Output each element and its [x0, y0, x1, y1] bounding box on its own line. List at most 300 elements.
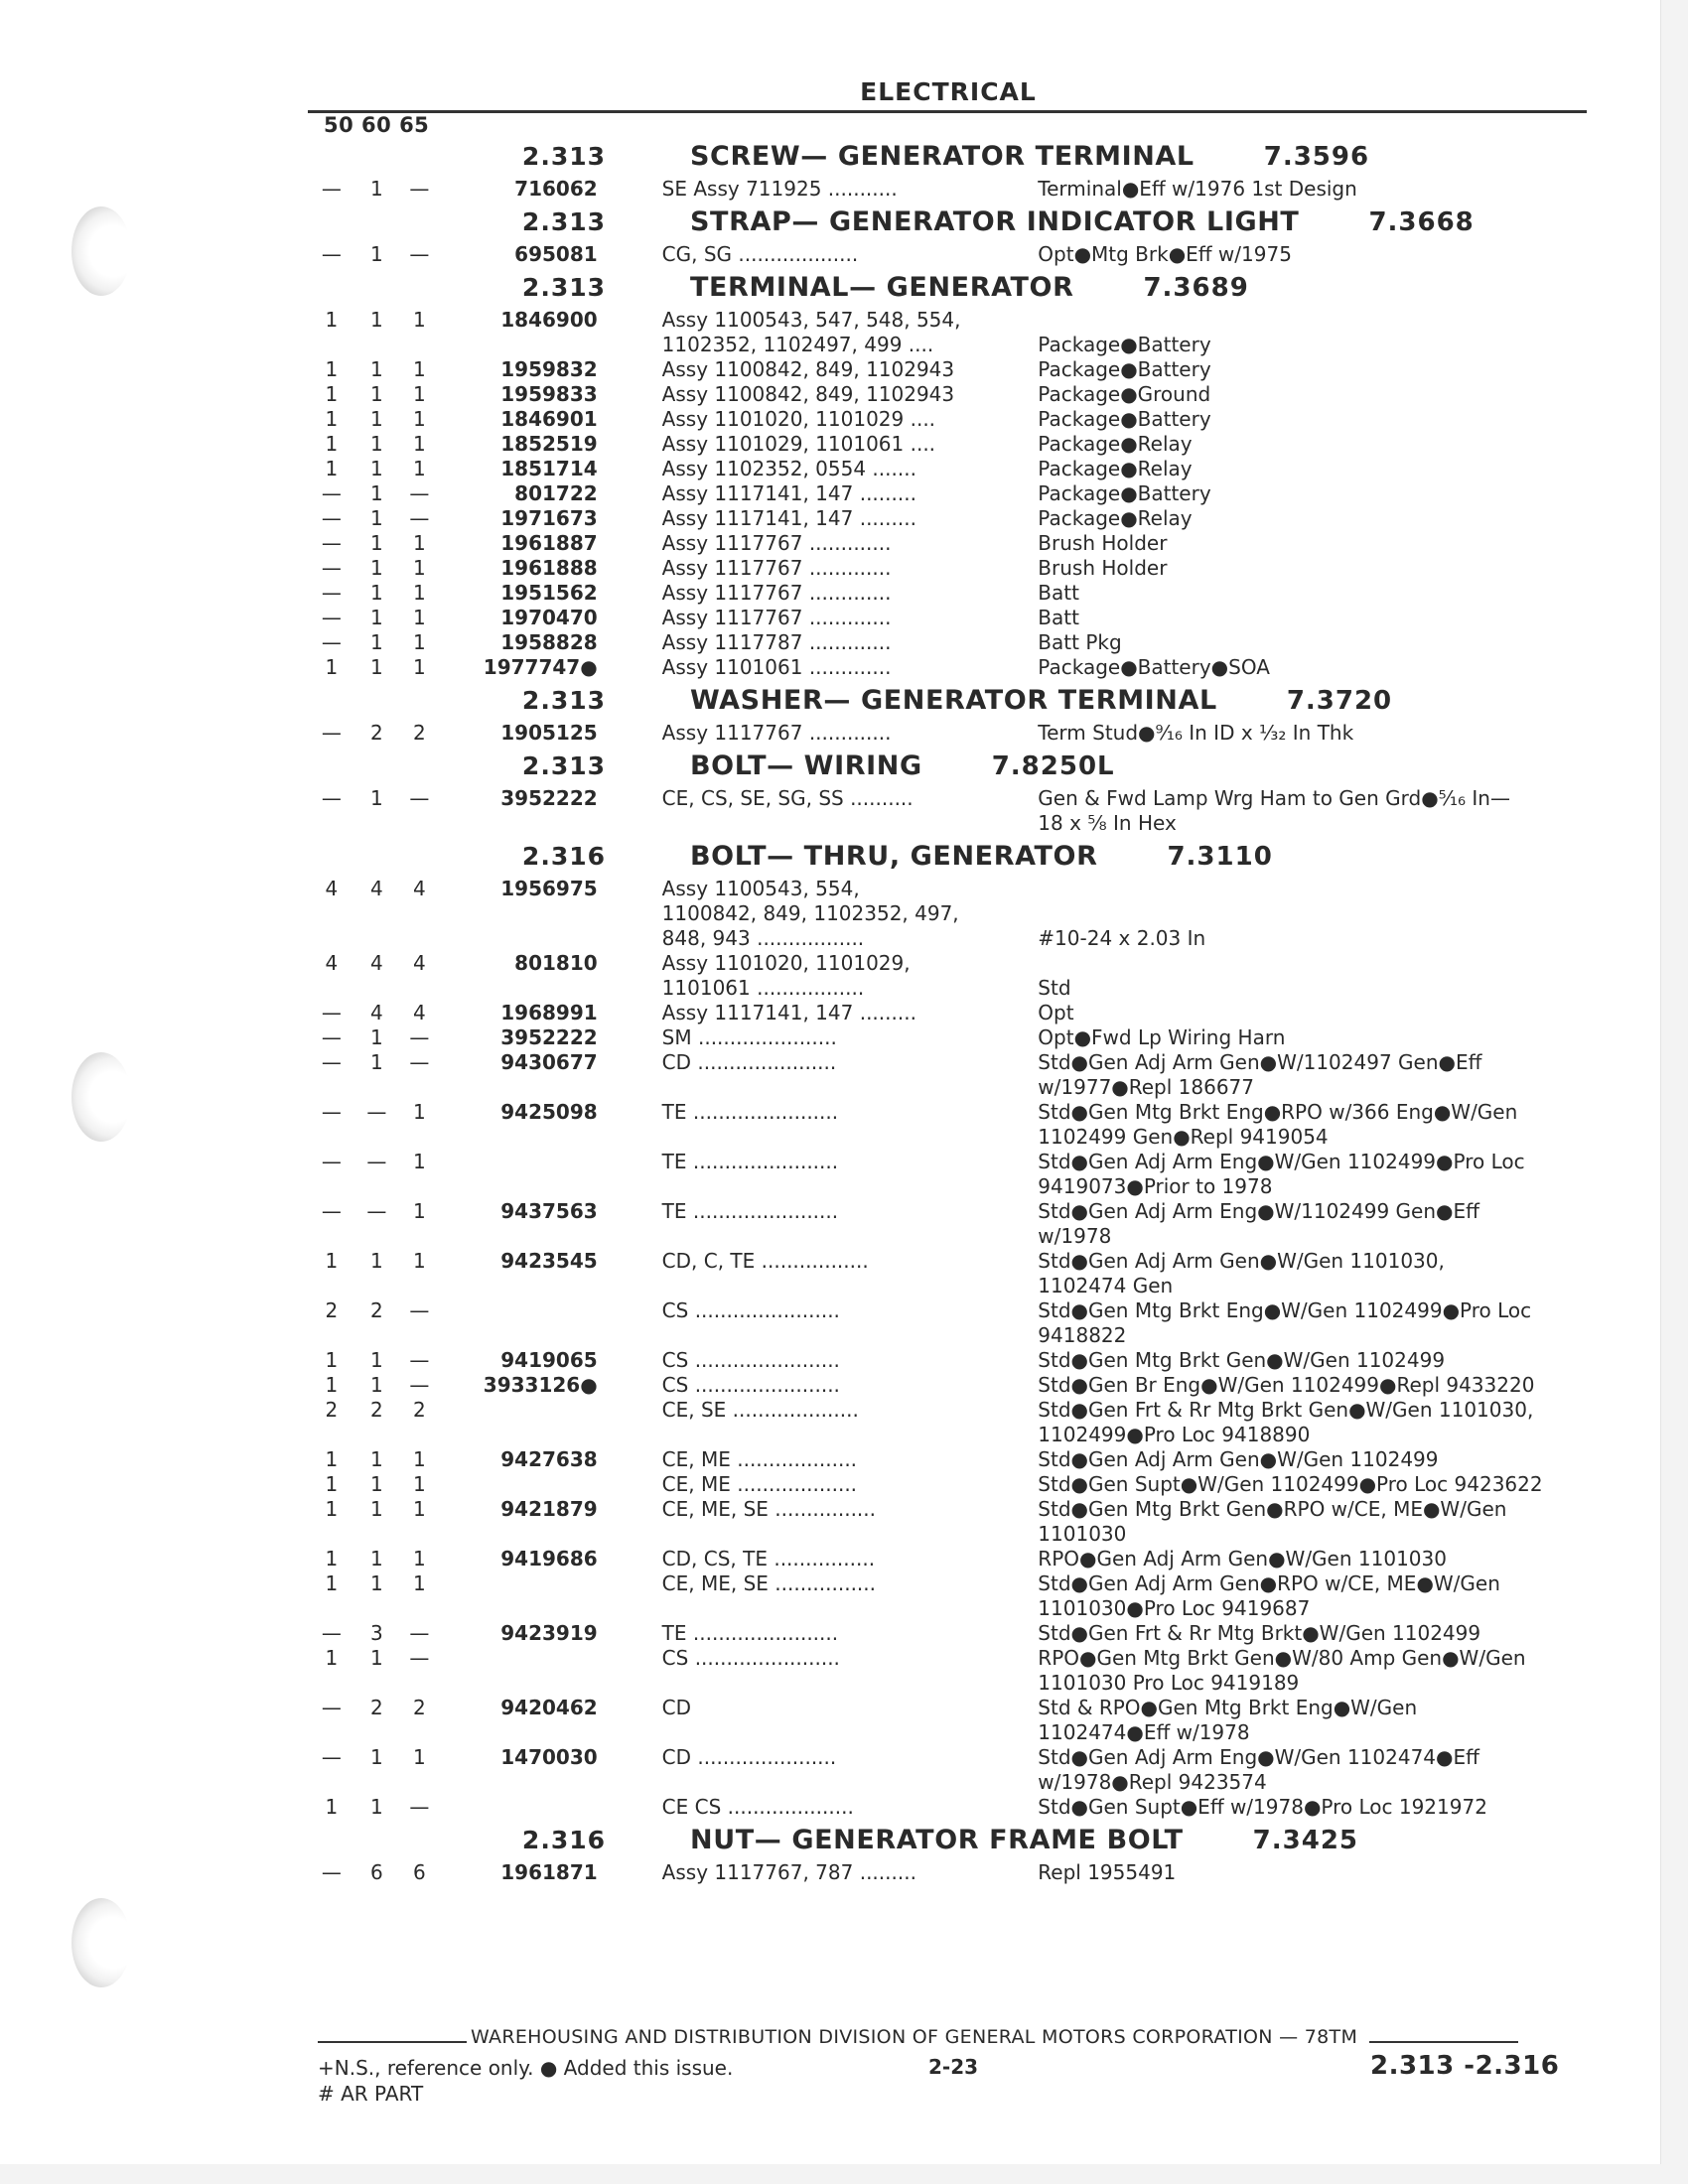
- qty-50: —: [321, 177, 342, 201]
- qty-60: 1: [369, 531, 383, 555]
- part-row: [308, 1547, 1589, 1571]
- qty-60: 1: [369, 481, 383, 505]
- application: [662, 1497, 1019, 1522]
- qty-50: —: [321, 531, 342, 555]
- part-number: 1959832: [500, 357, 598, 381]
- part-row: [308, 1373, 1589, 1398]
- description-line: 1101030 Pro Loc 9419189: [1038, 1671, 1300, 1695]
- qty-60: 1: [369, 630, 383, 654]
- part-row: [308, 1447, 1589, 1472]
- qty-65: 1: [412, 1547, 426, 1570]
- application-line: 1100842, 849, 1102352, 497,: [661, 901, 959, 925]
- part-number: 801722: [514, 481, 598, 505]
- qty-50: —: [321, 1199, 342, 1223]
- description-line: RPO●Gen Adj Arm Gen●W/Gen 1101030: [1038, 1547, 1447, 1570]
- description: [1038, 1646, 1589, 1696]
- description-line: Opt●Fwd Lp Wiring Harn: [1038, 1025, 1286, 1049]
- footer-rule: [1369, 2039, 1518, 2043]
- qty-50: —: [321, 1696, 342, 1719]
- description-line: 9418822: [1038, 1323, 1127, 1347]
- part-number: 3933126●: [483, 1373, 598, 1397]
- qty-50: 1: [325, 1795, 339, 1819]
- part-row: [308, 786, 1589, 836]
- part-row: [308, 556, 1589, 581]
- description: [1038, 308, 1589, 357]
- application-line: Assy 1117767 .............: [661, 581, 892, 605]
- part-row: [308, 951, 1589, 1001]
- qty-60: 1: [369, 1050, 383, 1074]
- application-line: Assy 1117767 .............: [661, 606, 892, 629]
- application-line: CD: [661, 1696, 692, 1719]
- description: [1038, 1472, 1589, 1497]
- description-line: Std●Gen Mtg Brkt Gen●W/Gen 1102499: [1038, 1348, 1446, 1372]
- part-number: 9437563: [500, 1199, 598, 1223]
- page-number: 2-23: [928, 2055, 979, 2079]
- section-group-number: 7.3425: [1252, 1826, 1359, 1855]
- application-line: Assy 1117141, 147 .........: [661, 1001, 916, 1024]
- qty-65: —: [409, 481, 430, 505]
- qty-65: —: [409, 177, 430, 201]
- part-row: [308, 177, 1589, 202]
- part-row: [308, 1860, 1589, 1885]
- description-line: Batt: [1038, 606, 1079, 629]
- qty-65: 1: [412, 1472, 426, 1496]
- part-row: [308, 506, 1589, 531]
- description-line: Package●Ground: [1038, 382, 1211, 406]
- qty-50: 1: [325, 1249, 339, 1273]
- description-line: Repl 1955491: [1038, 1860, 1177, 1884]
- description-line: Std●Gen Adj Arm Gen●W/Gen 1102499: [1038, 1447, 1439, 1471]
- section-ref: 2.313: [521, 142, 606, 171]
- application-line: Assy 1102352, 0554 .......: [661, 457, 916, 480]
- application-line: Assy 1117787 .............: [661, 630, 892, 654]
- part-number: 1977747●: [483, 655, 598, 679]
- part-row: [308, 457, 1589, 481]
- description-line: Package●Relay: [1038, 432, 1193, 456]
- description-line: Gen & Fwd Lamp Wrg Ham to Gen Grd●⁵⁄₁₆ In—: [1038, 786, 1510, 810]
- footer-rule: [318, 2039, 467, 2043]
- part-number: 9427638: [500, 1447, 598, 1471]
- qty-60: 4: [369, 877, 383, 900]
- description: [1038, 242, 1589, 267]
- section-group-number: 7.8250L: [991, 751, 1115, 781]
- description-line: Package●Battery: [1038, 407, 1211, 431]
- qty-50: —: [321, 606, 342, 629]
- qty-50: —: [321, 556, 342, 580]
- application: [662, 481, 1019, 506]
- part-row: [308, 1621, 1589, 1646]
- qty-50: 1: [325, 1373, 339, 1397]
- qty-60: 1: [369, 242, 383, 266]
- section-header: [308, 272, 1589, 308]
- header-rule: [308, 110, 1587, 113]
- qty-65: 1: [412, 407, 426, 431]
- description-line: Opt●Mtg Brk●Eff w/1975: [1038, 242, 1292, 266]
- description-line: Package●Battery: [1038, 481, 1211, 505]
- section-ref: 2.313: [521, 751, 606, 780]
- application: [662, 1472, 1019, 1497]
- application: [662, 721, 1019, 746]
- description: [1038, 481, 1589, 506]
- description-line: Std●Gen Adj Arm Gen●W/Gen 1101030,: [1038, 1249, 1445, 1273]
- description: [1038, 1150, 1589, 1199]
- part-number: 9423919: [500, 1621, 598, 1645]
- qty-60: 2: [369, 1696, 383, 1719]
- application: [662, 1447, 1019, 1472]
- qty-50: 1: [325, 1472, 339, 1496]
- qty-65: 6: [412, 1860, 426, 1884]
- application-line: CE, CS, SE, SG, SS ..........: [661, 786, 914, 810]
- description-line: Std●Gen Supt●Eff w/1978●Pro Loc 1921972: [1038, 1795, 1487, 1819]
- part-number: 1846900: [500, 308, 598, 332]
- part-number: 1951562: [500, 581, 598, 605]
- part-number: 3952222: [500, 786, 598, 810]
- part-number: 1470030: [500, 1745, 598, 1769]
- application-line: CD, CS, TE ................: [661, 1547, 876, 1570]
- qty-60: 1: [369, 432, 383, 456]
- part-row: [308, 1150, 1589, 1199]
- section-title: NUT— GENERATOR FRAME BOLT: [690, 1825, 1184, 1855]
- application: [662, 951, 1019, 1001]
- description-line: [1038, 308, 1589, 333]
- qty-60: 1: [369, 308, 383, 332]
- qty-60: 3: [369, 1621, 383, 1645]
- description: [1038, 1050, 1589, 1100]
- application-line: Assy 1117767 .............: [661, 531, 892, 555]
- description: [1038, 1348, 1589, 1373]
- description-line: Std●Gen Mtg Brkt Eng●RPO w/366 Eng●W/Gen: [1038, 1100, 1518, 1124]
- application: [662, 177, 1019, 202]
- description: [1038, 1249, 1589, 1298]
- part-number: 9420462: [500, 1696, 598, 1719]
- application: [662, 432, 1019, 457]
- application: [662, 606, 1019, 630]
- part-number: 716062: [514, 177, 598, 201]
- qty-50: 1: [325, 655, 339, 679]
- qty-65: 4: [412, 951, 426, 975]
- description: [1038, 1795, 1589, 1820]
- application: [662, 556, 1019, 581]
- description: [1038, 457, 1589, 481]
- qty-60: 1: [369, 1472, 383, 1496]
- description: [1038, 630, 1589, 655]
- qty-60: 1: [369, 1497, 383, 1521]
- qty-50: —: [321, 481, 342, 505]
- qty-50: —: [321, 1860, 342, 1884]
- qty-60: 1: [369, 177, 383, 201]
- part-number: 9421879: [500, 1497, 598, 1521]
- qty-60: 1: [369, 1373, 383, 1397]
- qty-65: 1: [412, 1150, 426, 1173]
- description-line: Package●Relay: [1038, 506, 1193, 530]
- application: [662, 1621, 1019, 1646]
- description: [1038, 556, 1589, 581]
- qty-50: —: [321, 630, 342, 654]
- description-line: Opt: [1038, 1001, 1074, 1024]
- qty-50: 1: [325, 308, 339, 332]
- qty-65: 1: [412, 630, 426, 654]
- description-line: Package●Battery●SOA: [1038, 655, 1270, 679]
- description: [1038, 1100, 1589, 1150]
- qty-65: 1: [412, 1100, 426, 1124]
- part-row: [308, 877, 1589, 951]
- application-line: TE .......................: [661, 1150, 839, 1173]
- qty-60: 2: [369, 1398, 383, 1422]
- qty-65: —: [409, 506, 430, 530]
- section-group-number: 7.3596: [1263, 142, 1370, 172]
- application: [662, 581, 1019, 606]
- part-number: 1846901: [500, 407, 598, 431]
- qty-65: 1: [412, 1199, 426, 1223]
- application: [662, 1001, 1019, 1025]
- part-row: [308, 1199, 1589, 1249]
- description-line: [1038, 877, 1589, 901]
- qty-50: 1: [325, 1646, 339, 1670]
- qty-50: 1: [325, 382, 339, 406]
- description: [1038, 877, 1589, 951]
- qty-60: 1: [369, 1571, 383, 1595]
- application-line: Assy 1100543, 547, 548, 554,: [661, 308, 961, 332]
- part-number: 1961887: [500, 531, 598, 555]
- qty-65: 1: [412, 581, 426, 605]
- application: [662, 242, 1019, 267]
- application-line: CE, ME, SE ................: [661, 1497, 877, 1521]
- application-line: CS .......................: [661, 1646, 840, 1670]
- qty-50: 1: [325, 407, 339, 431]
- description: [1038, 531, 1589, 556]
- qty-60: 1: [369, 1348, 383, 1372]
- application-line: Assy 1101029, 1101061 ....: [661, 432, 936, 456]
- description: [1038, 1373, 1589, 1398]
- application-line: Assy 1117767 .............: [661, 556, 892, 580]
- qty-65: 1: [412, 432, 426, 456]
- application-line: CD ......................: [661, 1745, 837, 1769]
- qty-65: 1: [412, 1571, 426, 1595]
- qty-60: 1: [369, 581, 383, 605]
- qty-50: —: [321, 1621, 342, 1645]
- qty-65: 1: [412, 357, 426, 381]
- section-ref: 2.313: [521, 207, 606, 236]
- application: [662, 877, 1019, 951]
- part-row: [308, 1298, 1589, 1348]
- footer-note: +N.S., reference only. ● Added this issue.: [318, 2056, 734, 2080]
- description-line: w/1978: [1038, 1224, 1112, 1248]
- part-number: 695081: [514, 242, 598, 266]
- part-row: [308, 630, 1589, 655]
- description-line: Batt Pkg: [1038, 630, 1122, 654]
- qty-65: —: [409, 1050, 430, 1074]
- part-row: [308, 1100, 1589, 1150]
- part-row: [308, 1646, 1589, 1696]
- description-line: Std●Gen Adj Arm Eng●W/Gen 1102499●Pro Loc: [1038, 1150, 1525, 1173]
- binder-hole: [71, 1052, 131, 1142]
- application-line: TE .......................: [661, 1100, 839, 1124]
- qty-65: 1: [412, 457, 426, 480]
- application-line: TE .......................: [661, 1621, 839, 1645]
- qty-60: 1: [369, 1249, 383, 1273]
- description-line: 1102499●Pro Loc 9418890: [1038, 1423, 1311, 1446]
- description-line: Std●Gen Frt & Rr Mtg Brkt Gen●W/Gen 1101030,: [1038, 1398, 1534, 1422]
- footer-division-line: [318, 2026, 1589, 2048]
- application-line: CS .......................: [661, 1298, 840, 1322]
- qty-50: 1: [325, 1571, 339, 1595]
- description: [1038, 1860, 1589, 1885]
- qty-50: 1: [325, 1497, 339, 1521]
- qty-60: 1: [369, 1745, 383, 1769]
- part-row: [308, 407, 1589, 432]
- qty-65: 1: [412, 382, 426, 406]
- qty-50: —: [321, 1025, 342, 1049]
- part-number: 1956975: [500, 877, 598, 900]
- application: [662, 308, 1019, 357]
- section-header: [308, 841, 1589, 877]
- qty-60: 1: [369, 1646, 383, 1670]
- application: [662, 1696, 1019, 1720]
- qty-50: 1: [325, 457, 339, 480]
- description: [1038, 1571, 1589, 1621]
- qty-50: 1: [325, 1447, 339, 1471]
- qty-50: —: [321, 242, 342, 266]
- part-row: [308, 655, 1589, 680]
- qty-65: —: [409, 1373, 430, 1397]
- qty-65: —: [409, 786, 430, 810]
- qty-65: 2: [412, 1696, 426, 1719]
- application-line: 1101061 .................: [661, 976, 865, 1000]
- description-line: 1102474●Eff w/1978: [1038, 1720, 1250, 1744]
- part-number: 1959833: [500, 382, 598, 406]
- part-row: [308, 242, 1589, 267]
- qty-60: 1: [369, 1447, 383, 1471]
- qty-60: 1: [369, 506, 383, 530]
- application-line: Assy 1101020, 1101029 ....: [661, 407, 936, 431]
- description-line: Terminal●Eff w/1976 1st Design: [1038, 177, 1357, 201]
- application: [662, 1199, 1019, 1224]
- application: [662, 1050, 1019, 1075]
- description-line: 1101030: [1038, 1522, 1127, 1546]
- application-line: CE, ME ...................: [661, 1472, 858, 1496]
- application-line: CE CS ....................: [661, 1795, 854, 1819]
- description: [1038, 506, 1589, 531]
- part-row: [308, 1398, 1589, 1447]
- description-line: Package●Battery: [1038, 357, 1211, 381]
- section-header: [308, 685, 1589, 721]
- qty-60: 1: [369, 382, 383, 406]
- description-line: 1101030●Pro Loc 9419687: [1038, 1596, 1311, 1620]
- section-title: TERMINAL— GENERATOR: [690, 272, 1074, 303]
- part-row: [308, 308, 1589, 357]
- footer-division: WAREHOUSING AND DISTRIBUTION DIVISION OF GENERAL MOTORS CORPORATION — 78TM: [471, 2026, 1358, 2048]
- part-row: [308, 1025, 1589, 1050]
- description-line: Std●Gen Adj Arm Gen●W/1102497 Gen●Eff: [1038, 1050, 1482, 1074]
- qty-65: —: [409, 242, 430, 266]
- part-row: [308, 1001, 1589, 1025]
- section-ref: 2.316: [521, 842, 606, 871]
- part-number: 801810: [514, 951, 598, 975]
- description: [1038, 432, 1589, 457]
- qty-60: 2: [369, 1298, 383, 1322]
- application: [662, 382, 1019, 407]
- application-line: Assy 1101020, 1101029,: [661, 951, 911, 975]
- application: [662, 407, 1019, 432]
- part-row: [308, 481, 1589, 506]
- part-number: 9423545: [500, 1249, 598, 1273]
- part-row: [308, 432, 1589, 457]
- part-row: [308, 721, 1589, 746]
- application: [662, 1348, 1019, 1373]
- description: [1038, 357, 1589, 382]
- application-line: TE .......................: [661, 1199, 839, 1223]
- qty-60: 1: [369, 1025, 383, 1049]
- model-columns-header: 50 60 65: [324, 113, 430, 137]
- qty-50: 4: [325, 951, 339, 975]
- page-range: 2.313 -2.316: [1370, 2051, 1560, 2081]
- description-line: w/1977●Repl 186677: [1038, 1075, 1255, 1099]
- description: [1038, 951, 1589, 1001]
- description: [1038, 721, 1589, 746]
- part-row: [308, 1249, 1589, 1298]
- qty-65: —: [409, 1348, 430, 1372]
- section-group-number: 7.3110: [1167, 842, 1273, 872]
- section-ref: 2.316: [521, 1826, 606, 1854]
- application-line: CD ......................: [661, 1050, 837, 1074]
- qty-65: —: [409, 1795, 430, 1819]
- description-line: Std●Gen Adj Arm Eng●W/1102499 Gen●Eff: [1038, 1199, 1479, 1223]
- application-line: Assy 1117767, 787 .........: [661, 1860, 916, 1884]
- application: [662, 1860, 1019, 1885]
- part-row: [308, 1795, 1589, 1820]
- part-number: 1852519: [500, 432, 598, 456]
- application: [662, 1373, 1019, 1398]
- part-row: [308, 1472, 1589, 1497]
- qty-50: 1: [325, 432, 339, 456]
- description-line: [1038, 951, 1589, 976]
- description-line: #10-24 x 2.03 In: [1038, 926, 1206, 950]
- qty-50: 2: [325, 1298, 339, 1322]
- application: [662, 1745, 1019, 1770]
- application-line: CE, ME ...................: [661, 1447, 858, 1471]
- footer-notes: [318, 2055, 733, 2107]
- qty-60: 6: [369, 1860, 383, 1884]
- part-row: [308, 531, 1589, 556]
- qty-65: 4: [412, 877, 426, 900]
- qty-65: —: [409, 1646, 430, 1670]
- qty-60: 1: [369, 1547, 383, 1570]
- description: [1038, 581, 1589, 606]
- section-group-number: 7.3689: [1143, 273, 1249, 303]
- qty-65: 1: [412, 1497, 426, 1521]
- qty-60: 1: [369, 786, 383, 810]
- application: [662, 1398, 1019, 1423]
- description-line: 1102474 Gen: [1038, 1274, 1174, 1297]
- application-line: Assy 1100842, 849, 1102943: [661, 382, 955, 406]
- qty-65: 2: [412, 721, 426, 745]
- qty-65: 1: [412, 606, 426, 629]
- description-line: Std●Gen Mtg Brkt Eng●W/Gen 1102499●Pro Loc: [1038, 1298, 1532, 1322]
- application: [662, 506, 1019, 531]
- qty-60: 1: [369, 407, 383, 431]
- application-line: Assy 1100543, 554,: [661, 877, 860, 900]
- qty-50: —: [321, 1050, 342, 1074]
- description-line: Package●Relay: [1038, 457, 1193, 480]
- description: [1038, 1398, 1589, 1447]
- description-line: Std●Gen Supt●W/Gen 1102499●Pro Loc 9423622: [1038, 1472, 1543, 1496]
- description: [1038, 1696, 1589, 1745]
- application-line: Assy 1117141, 147 .........: [661, 481, 916, 505]
- qty-65: 1: [412, 531, 426, 555]
- application: [662, 531, 1019, 556]
- application-line: CE, SE ....................: [661, 1398, 859, 1422]
- section-ref: 2.313: [521, 273, 606, 302]
